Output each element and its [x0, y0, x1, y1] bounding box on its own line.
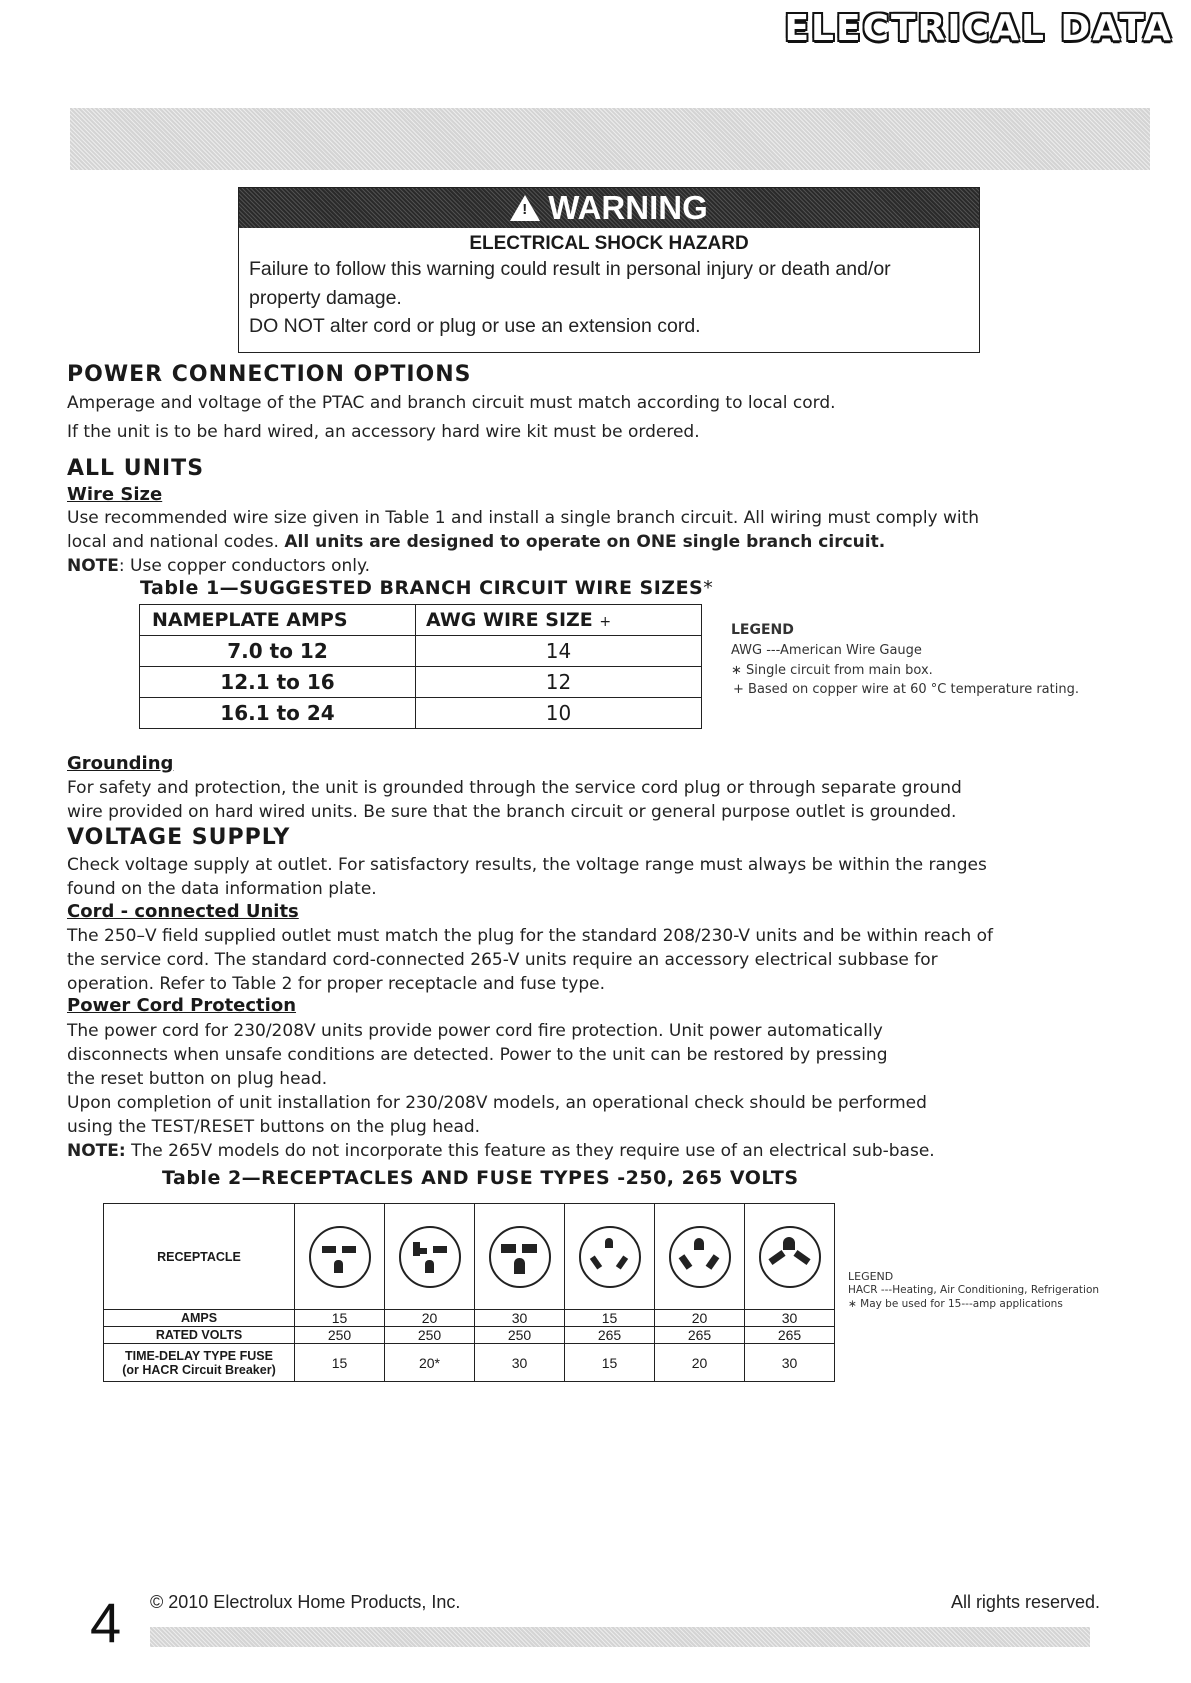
- power-cord-p1: The power cord for 230/208V units provide power cord fire protection. Unit power automatically: [67, 1021, 883, 1041]
- table-cell: 20: [655, 1310, 745, 1327]
- cord-connected-p3: operation. Refer to Table 2 for proper receptacle and fuse type.: [67, 974, 605, 994]
- wire-size-p2-text: local and national codes.: [67, 532, 285, 552]
- table-cell: 30: [745, 1344, 835, 1382]
- power-cord-protection-heading: Power Cord Protection: [67, 995, 297, 1016]
- power-cord-p2: disconnects when unsafe conditions are detected. Power to the unit can be restored by pressing: [67, 1045, 888, 1065]
- table-cell: 14: [416, 636, 702, 667]
- note-copper: [67, 554, 370, 578]
- table-cell: 30: [745, 1310, 835, 1327]
- table2-caption: Table 2—RECEPTACLES AND FUSE TYPES -250, 265 VOLTS: [162, 1167, 799, 1189]
- wire-size-table: [139, 604, 702, 729]
- page-number: 4: [90, 1591, 122, 1654]
- table-cell: 250: [295, 1327, 385, 1344]
- row-label: RECEPTACLE: [104, 1204, 295, 1310]
- table-row: [140, 636, 702, 667]
- table-cell: 20: [655, 1344, 745, 1382]
- all-units-heading: ALL UNITS: [67, 456, 205, 481]
- wire-size-p2-bold: All units are designed to operate on ONE single branch circuit.: [284, 532, 886, 552]
- voltage-supply-heading: VOLTAGE SUPPLY: [67, 825, 291, 850]
- table-cell: 15: [565, 1344, 655, 1382]
- wire-size-p1: Use recommended wire size given in Table 1 and install a single branch circuit. All wiring must comply with: [67, 508, 980, 528]
- fuse-row: [104, 1344, 835, 1382]
- table-header-mark: +: [599, 614, 612, 630]
- receptacle-265v-15a-icon: [579, 1226, 641, 1288]
- cord-connected-heading: Cord - connected Units: [67, 901, 299, 922]
- footer-bar: [150, 1627, 1090, 1647]
- volts-row: [104, 1327, 835, 1344]
- table-header: [416, 605, 702, 636]
- row-label-line: TIME-DELAY TYPE FUSE: [125, 1348, 273, 1363]
- table-header-text: AWG WIRE SIZE: [426, 609, 593, 631]
- table-cell: 12: [416, 667, 702, 698]
- table-header-row: [140, 605, 702, 636]
- cord-connected-p1: The 250–V field supplied outlet must match the plug for the standard 208/230-V units and be within reach of: [67, 926, 994, 946]
- table1-caption-text: Table 1—SUGGESTED BRANCH CIRCUIT WIRE SIZES: [140, 577, 704, 599]
- amps-row: [104, 1310, 835, 1327]
- table-row: [140, 667, 702, 698]
- table-cell: 16.1 to 24: [140, 698, 416, 729]
- note-label: NOTE: [67, 556, 119, 576]
- note-text: : Use copper conductors only.: [118, 556, 371, 576]
- table-cell: 20*: [385, 1344, 475, 1382]
- table-cell: 7.0 to 12: [140, 636, 416, 667]
- warning-line-2: property damage.: [249, 287, 402, 309]
- table-row: [140, 698, 702, 729]
- warning-subtitle: ELECTRICAL SHOCK HAZARD: [469, 233, 749, 254]
- receptacle-250v-15a-icon: [309, 1226, 371, 1288]
- wire-size-p2: [67, 530, 885, 554]
- table-cell: 30: [475, 1310, 565, 1327]
- voltage-supply-p1: Check voltage supply at outlet. For satisfactory results, the voltage range must always be within the ranges: [67, 855, 987, 875]
- voltage-supply-p2: found on the data information plate.: [67, 879, 377, 899]
- warning-line-3: DO NOT alter cord or plug or use an extension cord.: [249, 315, 701, 337]
- table1-caption: [140, 577, 713, 599]
- table-cell: 265: [745, 1327, 835, 1344]
- grounding-p1: For safety and protection, the unit is grounded through the service cord plug or through separate ground: [67, 778, 962, 798]
- table2-legend-line: ∗ May be used for 15---amp applications: [848, 1298, 1063, 1310]
- warning-line-1: Failure to follow this warning could result in personal injury or death and/or: [249, 258, 891, 280]
- table1-caption-mark: *: [703, 577, 714, 599]
- grounding-p2: wire provided on hard wired units. Be sure that the branch circuit or general purpose outlet is grounded.: [67, 802, 957, 822]
- section-banner: [70, 108, 1150, 170]
- table-header: NAMEPLATE AMPS: [140, 605, 416, 636]
- grounding-heading: Grounding: [67, 753, 174, 774]
- rights-reserved: All rights reserved.: [950, 1592, 1100, 1612]
- table1-legend-line: AWG ---American Wire Gauge: [731, 643, 922, 658]
- table-cell: 15: [295, 1310, 385, 1327]
- row-label: AMPS: [104, 1310, 295, 1327]
- table-cell: 250: [475, 1327, 565, 1344]
- warning-box: [238, 187, 980, 353]
- cord-connected-p2: the service cord. The standard cord-connected 265-V units require an accessory electrical subbase for: [67, 950, 938, 970]
- row-label: RATED VOLTS: [104, 1327, 295, 1344]
- receptacle-table: [103, 1203, 835, 1382]
- receptacle-265v-30a-icon: [759, 1226, 821, 1288]
- table1-legend-line: ∗ Single circuit from main box.: [731, 663, 933, 678]
- receptacle-row: [104, 1204, 835, 1310]
- table-cell: 30: [475, 1344, 565, 1382]
- wire-size-heading: Wire Size: [67, 484, 163, 505]
- copyright: © 2010 Electrolux Home Products, Inc.: [150, 1592, 461, 1612]
- table-cell: 15: [295, 1344, 385, 1382]
- note-text: The 265V models do not incorporate this feature as they require use of an electrical sub-base.: [125, 1141, 935, 1161]
- warning-triangle-icon: !: [510, 195, 540, 221]
- receptacle-265v-20a-icon: [669, 1226, 731, 1288]
- table2-legend-title: LEGEND: [848, 1270, 894, 1283]
- note-label: NOTE:: [67, 1141, 126, 1161]
- power-connection-heading: POWER CONNECTION OPTIONS: [67, 362, 472, 387]
- table2-legend-line: HACR ---Heating, Air Conditioning, Refrigeration: [848, 1284, 1100, 1296]
- power-cord-p3: the reset button on plug head.: [67, 1069, 328, 1089]
- table-cell: 250: [385, 1327, 475, 1344]
- warning-title-text: WARNING: [548, 189, 708, 226]
- table1-legend-line: + Based on copper wire at 60 °C temperature rating.: [733, 682, 1079, 697]
- warning-title: [239, 188, 979, 228]
- power-connection-p1: Amperage and voltage of the PTAC and branch circuit must match according to local cord.: [67, 393, 836, 413]
- row-label-line: (or HACR Circuit Breaker): [122, 1362, 276, 1377]
- power-connection-p2: If the unit is to be hard wired, an accessory hard wire kit must be ordered.: [67, 422, 700, 442]
- note-265v: [67, 1139, 935, 1163]
- table-cell: 15: [565, 1310, 655, 1327]
- power-cord-p4: Upon completion of unit installation for 230/208V models, an operational check should be performed: [67, 1093, 927, 1113]
- table-cell: 10: [416, 698, 702, 729]
- row-label: [104, 1344, 295, 1382]
- table-cell: 20: [385, 1310, 475, 1327]
- power-cord-p5: using the TEST/RESET buttons on the plug head.: [67, 1117, 481, 1137]
- table-cell: 265: [655, 1327, 745, 1344]
- receptacle-250v-30a-icon: [489, 1226, 551, 1288]
- receptacle-250v-20a-icon: [399, 1226, 461, 1288]
- table-cell: 265: [565, 1327, 655, 1344]
- table1-legend-title: LEGEND: [731, 622, 794, 638]
- section-title: ELECTRICAL DATA: [784, 8, 1173, 49]
- table-cell: 12.1 to 16: [140, 667, 416, 698]
